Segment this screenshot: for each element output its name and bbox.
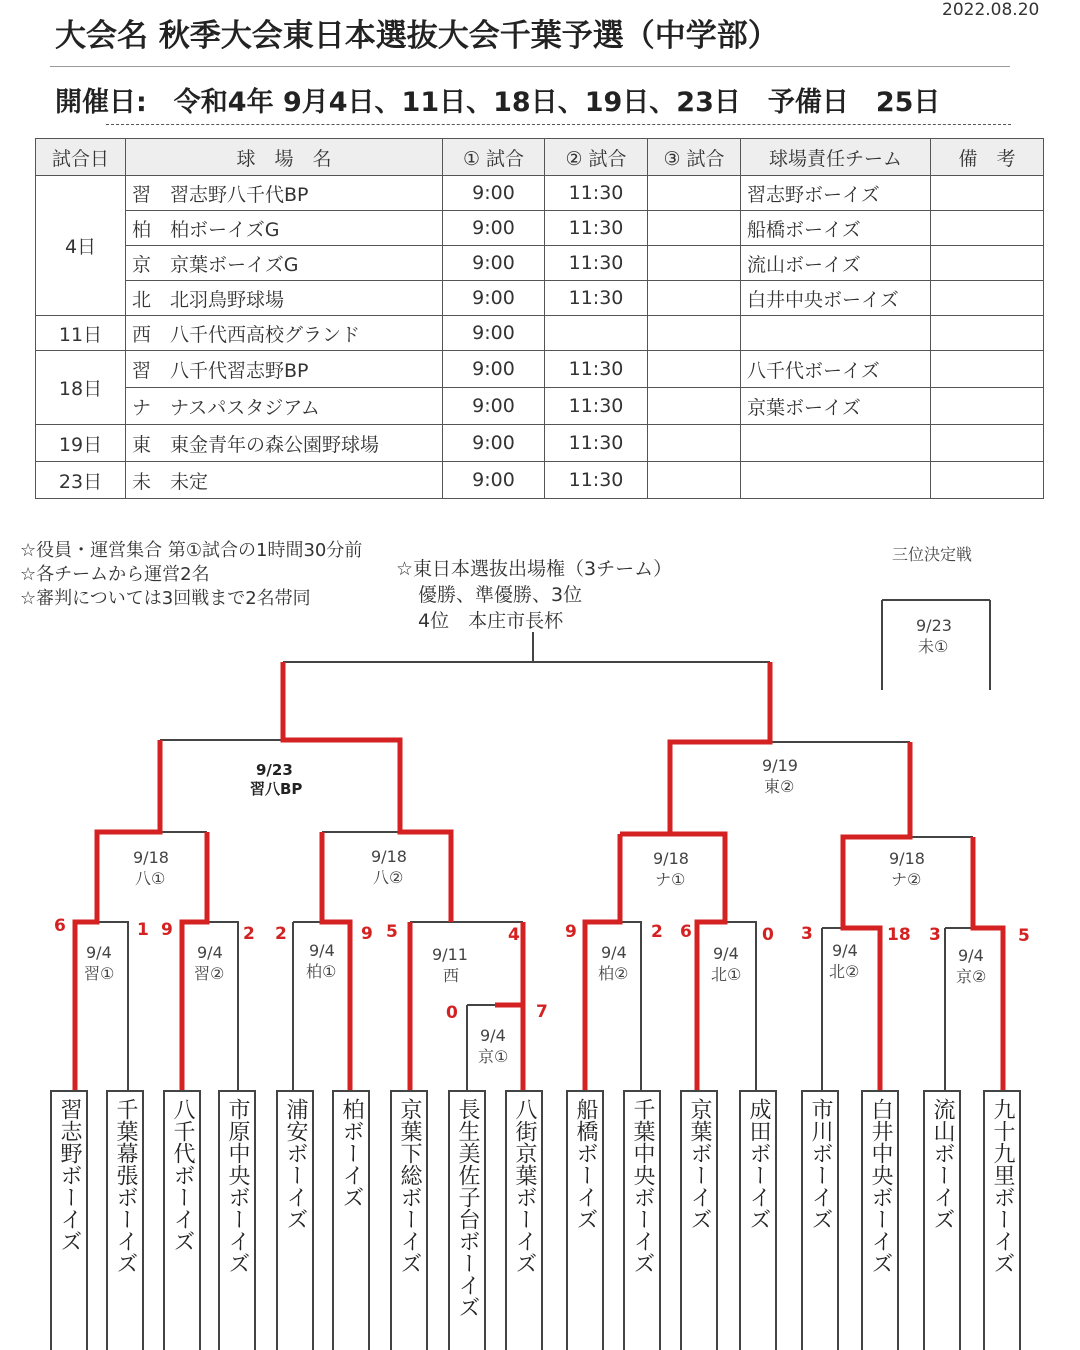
team-name: 成田ボーイズ: [746, 1098, 771, 1230]
document-date: 2022.08.20: [942, 0, 1040, 20]
team-cell: 京葉ボーイズ: [741, 388, 931, 425]
col-header-game3: ③ 試合: [648, 139, 741, 176]
winner-path-qf4: [843, 742, 910, 1090]
r1-1-venue: 習①: [84, 964, 115, 983]
team-name: 市川ボーイズ: [808, 1098, 833, 1230]
team-box: [163, 1090, 201, 1350]
score: 2: [275, 924, 287, 944]
venue-cell: 西 八千代西高校グランド: [126, 316, 443, 351]
score: 2: [243, 924, 255, 944]
score: 9: [161, 920, 173, 940]
score: 5: [386, 922, 398, 942]
col-header-venue: 球 場 名: [126, 139, 443, 176]
r1-3-date: 9/4: [309, 941, 335, 960]
team-cell: 八千代ボーイズ: [741, 351, 931, 388]
game2-cell: 11:30: [545, 246, 648, 281]
game2-cell: 11:30: [545, 176, 648, 211]
qf1-date: 9/18: [133, 848, 169, 867]
team-box: [448, 1090, 486, 1350]
qf3-date: 9/18: [653, 849, 689, 868]
team-name: 千葉中央ボーイズ: [630, 1098, 655, 1274]
qf4-date: 9/18: [889, 849, 925, 868]
team-box: [983, 1090, 1021, 1350]
team-cell: 習志野ボーイズ: [741, 176, 931, 211]
venue-cell: 習 習志野八千代BP: [126, 176, 443, 211]
day-cell: 18日: [36, 351, 126, 425]
team-name: 千葉幕張ボーイズ: [113, 1098, 138, 1274]
col-header-date: 試合日: [36, 139, 126, 176]
team-name: 流山ボーイズ: [930, 1098, 955, 1230]
game2-cell: 11:30: [545, 462, 648, 499]
game1-cell: 9:00: [443, 176, 545, 211]
semi-right-venue: 東②: [764, 777, 795, 796]
team-name: 八街京葉ボーイズ: [512, 1098, 537, 1274]
r1-7-venue: 北①: [711, 965, 742, 984]
venue-cell: 未 未定: [126, 462, 443, 499]
winner-path-semi-right: [620, 662, 770, 834]
team-name: 柏ボーイズ: [339, 1098, 364, 1208]
team-name: 市原中央ボーイズ: [225, 1098, 250, 1274]
team-box: [332, 1090, 370, 1350]
col-header-notes: 備 考: [931, 139, 1044, 176]
score: 9: [565, 922, 577, 942]
team-cell: 白井中央ボーイズ: [741, 281, 931, 316]
game1-cell: 9:00: [443, 211, 545, 246]
score: 7: [536, 1002, 548, 1022]
semi-left-venue: 習八BP: [250, 780, 303, 798]
team-box: [861, 1090, 899, 1350]
score: 0: [762, 925, 774, 945]
score: 2: [651, 922, 663, 942]
semi-right-date: 9/19: [762, 756, 798, 775]
tournament-title: 大会名 秋季大会東日本選抜大会千葉予選（中学部）: [55, 18, 779, 54]
qualification-places: 優勝、準優勝、3位: [418, 584, 583, 606]
r1-9-date: 9/4: [958, 946, 984, 965]
day-cell: 23日: [36, 462, 126, 499]
r1-8-venue: 北②: [829, 962, 860, 981]
team-box: [739, 1090, 777, 1350]
game2-cell: 11:30: [545, 211, 648, 246]
team-box: [801, 1090, 839, 1350]
score: 6: [680, 922, 692, 942]
qf2-date: 9/18: [371, 847, 407, 866]
game2-cell: 11:30: [545, 388, 648, 425]
qualification-title: ☆東日本選抜出場権（3チーム）: [396, 558, 673, 580]
score: 3: [801, 924, 813, 944]
score: 18: [887, 925, 911, 945]
day-cell: 11日: [36, 316, 126, 351]
col-header-game1: ① 試合: [443, 139, 545, 176]
day-cell: 4日: [36, 176, 126, 316]
fourth-place-cup: 4位 本庄市長杯: [418, 610, 564, 632]
team-box: [566, 1090, 604, 1350]
game2-cell: 11:30: [545, 281, 648, 316]
team-cell: 流山ボーイズ: [741, 246, 931, 281]
r1-5-date: 9/4: [480, 1026, 506, 1045]
team-box: [923, 1090, 961, 1350]
r1-3-venue: 柏①: [306, 962, 337, 981]
r1-8-date: 9/4: [832, 941, 858, 960]
team-name: 京葉ボーイズ: [687, 1098, 712, 1230]
team-cell: 船橋ボーイズ: [741, 211, 931, 246]
r1-2-date: 9/4: [197, 943, 223, 962]
r1-6-date: 9/4: [601, 943, 627, 962]
game1-cell: 9:00: [443, 316, 545, 351]
venue-cell: 京 京葉ボーイズG: [126, 246, 443, 281]
score: 9: [361, 924, 373, 944]
winner-path-semi-left: [283, 662, 451, 922]
team-name: 船橋ボーイズ: [573, 1098, 598, 1230]
score: 4: [508, 925, 520, 945]
venue-cell: 習 八千代習志野BP: [126, 351, 443, 388]
third-place-date: 9/23: [916, 616, 952, 635]
r1-6-venue: 柏②: [598, 964, 629, 983]
game1-cell: 9:00: [443, 425, 545, 462]
team-box: [680, 1090, 718, 1350]
team-box: [50, 1090, 88, 1350]
venue-cell: 北 北羽鳥野球場: [126, 281, 443, 316]
team-box: [623, 1090, 661, 1350]
semi-left-date: 9/23: [256, 761, 293, 779]
team-box: [276, 1090, 314, 1350]
r1-2-venue: 習②: [194, 964, 225, 983]
team-name: 九十九里ボーイズ: [990, 1098, 1015, 1274]
final-line: [283, 632, 770, 662]
event-dates: 開催日: 令和4年 9月4日、11日、18日、19日、23日 予備日 25日: [55, 87, 941, 118]
day-cell: 19日: [36, 425, 126, 462]
game1-cell: 9:00: [443, 351, 545, 388]
winner-path-qf1: [75, 740, 160, 1090]
score: 6: [54, 916, 66, 936]
team-box: [505, 1090, 543, 1350]
game1-cell: 9:00: [443, 462, 545, 499]
col-header-game2: ② 試合: [545, 139, 648, 176]
venue-cell: ナ ナスパスタジアム: [126, 388, 443, 425]
note-staff-meeting: ☆役員・運営集合 第①試合の1時間30分前: [20, 540, 363, 561]
venue-cell: 東 東金青年の森公園野球場: [126, 425, 443, 462]
team-name: 京葉下総ボーイズ: [397, 1098, 422, 1274]
note-operations: ☆各チームから運営2名: [20, 564, 210, 585]
score: 1: [137, 920, 149, 940]
r1-1-date: 9/4: [86, 943, 112, 962]
score: 5: [1018, 926, 1030, 946]
third-place-title: 三位決定戦: [892, 545, 973, 564]
r1-5-venue: 京①: [478, 1047, 509, 1066]
game1-cell: 9:00: [443, 388, 545, 425]
game1-cell: 9:00: [443, 246, 545, 281]
team-name: 八千代ボーイズ: [170, 1098, 195, 1252]
r1-9-venue: 京②: [956, 967, 987, 986]
third-place-venue: 未①: [918, 637, 949, 656]
team-name: 長生美佐子台ボーイズ: [455, 1098, 480, 1318]
game2-cell: 11:30: [545, 425, 648, 462]
team-box: [390, 1090, 428, 1350]
qf2-venue: 八②: [373, 868, 404, 887]
team-box: [218, 1090, 256, 1350]
team-name: 浦安ボーイズ: [283, 1098, 308, 1230]
qf3-venue: ナ①: [655, 870, 686, 889]
game2-cell: 11:30: [545, 351, 648, 388]
col-header-team: 球場責任チーム: [741, 139, 931, 176]
qf1-venue: 八①: [135, 869, 166, 888]
team-name: 白井中央ボーイズ: [868, 1098, 893, 1274]
note-umpires: ☆審判については3回戦まで2名帯同: [20, 588, 311, 609]
r1-4-venue: 西: [443, 966, 460, 985]
r1-4-date: 9/11: [432, 945, 468, 964]
r1-7-date: 9/4: [713, 944, 739, 963]
team-box: [106, 1090, 144, 1350]
team-name: 習志野ボーイズ: [57, 1098, 82, 1252]
game1-cell: 9:00: [443, 281, 545, 316]
venue-cell: 柏 柏ボーイズG: [126, 211, 443, 246]
qf4-venue: ナ②: [891, 870, 922, 889]
score: 3: [929, 925, 941, 945]
winner-paths: [75, 662, 1003, 1090]
score: 0: [446, 1003, 458, 1023]
